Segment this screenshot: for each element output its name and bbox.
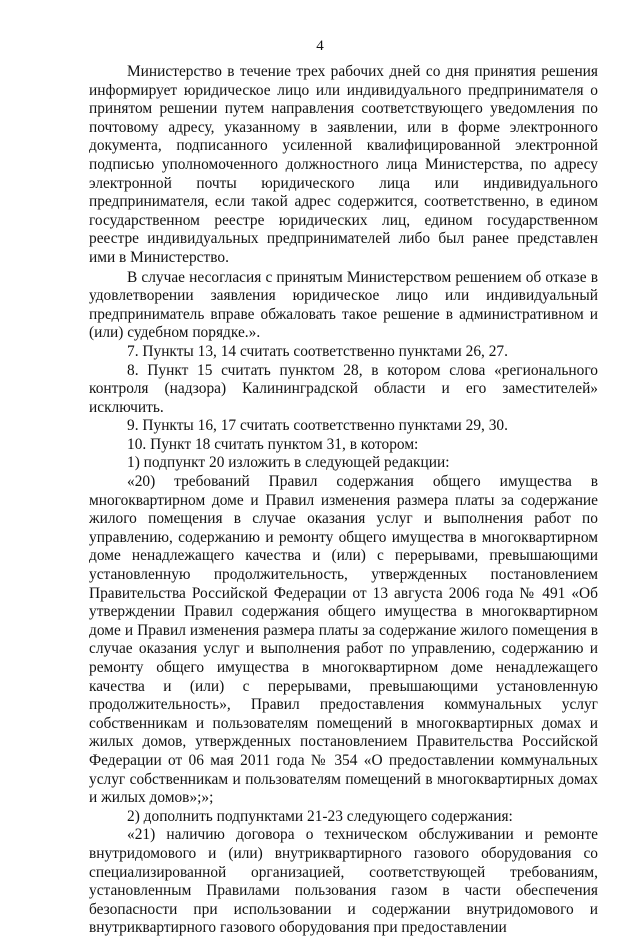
paragraph-subitem-21-text: «21) наличию договора о техническом обслуживании и ремонте внутридомового и (или) внутриквартирного газового оборудования со специализированной организацией, соответствующей требованиям, установленным Правилами пользования газом в части обеспечения безопасности при использовании и содержании внутридомового и внутриквартирного газового оборудования при предоставлении <box>89 826 598 937</box>
paragraph-item-10: 10. Пункт 18 считать пунктом 31, в котором: <box>127 435 419 453</box>
paragraph-item-7: 7. Пункты 13, 14 считать соответственно пунктами 26, 27. <box>127 342 508 360</box>
paragraph-subitem-20-text: «20) требований Правил содержания общего имущества в многоквартирном доме и Правил изменения размера платы за содержание жилого помещения в случае оказания услуг и выполнения работ по управлению, содержанию и ремонту общего имущества в многоквартирном доме ненадлежащего качества и (или) с перерывами, превышающими установленную продолжительность, утвержденных постановлением Правительства Российской Федерации от 13 августа 2006 года № 491 «Об утверждении Правил содержания общего имущества в многоквартирном доме и Правил изменения размера платы за содержание жилого помещения в случае оказания услуг и выполнения работ по управлению, содержанию и ремонту общего имущества в многоквартирном доме ненадлежащего качества и (или) с перерывами, превышающими установленную продолжительность», Правил предоставления коммунальных услуг собственникам и пользователям помещений в многоквартирных домах и жилых домов, утвержденных постановлением Правительства Российской Федерации от 06 мая 2011 года № 354 «О предоставлении коммунальных услуг собственникам и пользователям помещений в многоквартирных домах и жилых домов»;»; <box>89 473 598 807</box>
paragraph-ministry-notification: Министерство в течение трех рабочих дней со дня принятия решения информирует юридическое лицо или индивидуального предпринимателя о принятом решении путем направления соответствующего уведомления по почтовому адресу, указанному в заявлении, или в форме электронного документа, подписанного усиленной квалифицированной электронной подписью уполномоченного должностного лица Министерства, по адресу электронной почты юридического лица или индивидуального предпринимателя, если такой адрес содержится, соответственно, в едином государственном реестре юридических лиц, едином государственном реестре индивидуальных предпринимателей либо был ранее представлен ими в Министерство. <box>89 63 598 266</box>
paragraph-subitem-2: 2) дополнить подпунктами 21-23 следующего содержания: <box>127 807 513 825</box>
paragraph-item-9: 9. Пункты 16, 17 считать соответственно пунктами 29, 30. <box>127 417 508 435</box>
page-number: 4 <box>316 38 324 54</box>
paragraph-item-8: 8. Пункт 15 считать пунктом 28, в котором слова «регионального контроля (надзора) Калининградской области и его заместителей» исключить. <box>89 361 598 416</box>
paragraph-subitem-1: 1) подпункт 20 изложить в следующей редакции: <box>127 454 450 472</box>
paragraph-appeal-right: В случае несогласия с принятым Министерством решением об отказе в удовлетворении заявления юридическое лицо или индивидуальный предприниматель вправе обжаловать такое решение в административном и (или) судебном порядке.». <box>89 268 598 342</box>
document-body <box>89 63 598 938</box>
